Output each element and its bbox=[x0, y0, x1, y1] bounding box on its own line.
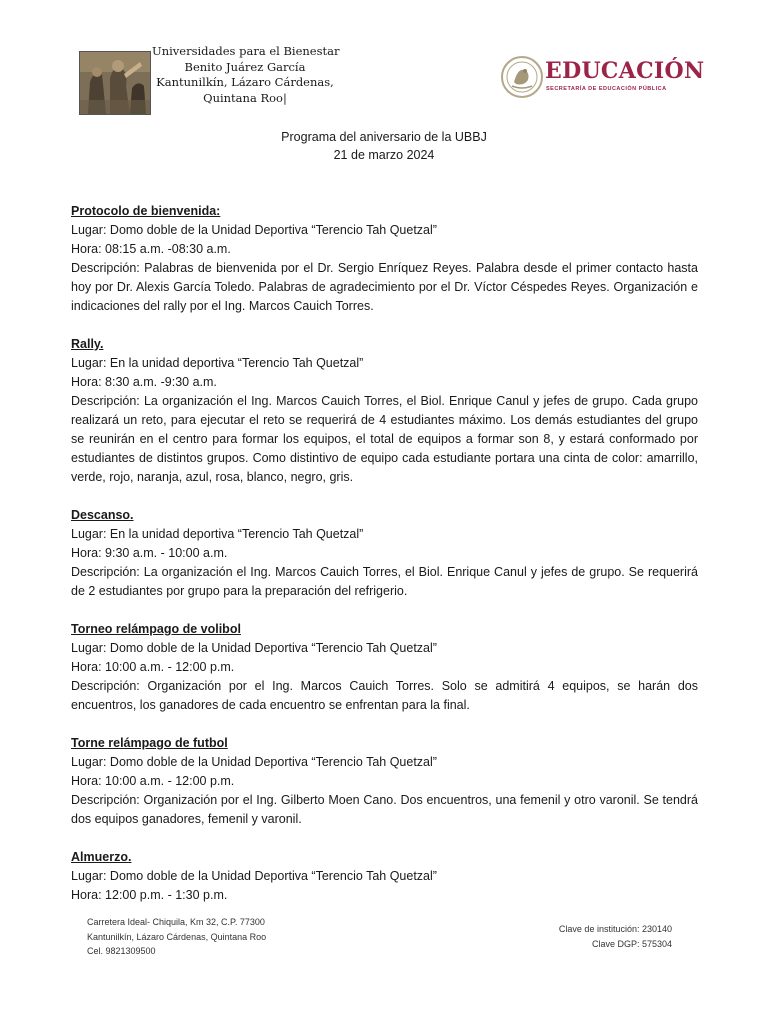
section-volibol bbox=[71, 620, 698, 715]
section-heading: Almuerzo. bbox=[71, 850, 132, 864]
sep-logo bbox=[500, 54, 705, 100]
institution-line: Benito Juárez García bbox=[184, 59, 306, 74]
sep-subtitle: SECRETARÍA DE EDUCACIÓN PÚBLICA bbox=[546, 86, 667, 92]
section-heading: Torne relámpago de futbol bbox=[71, 736, 228, 750]
section-hora: Hora: 10:00 a.m. - 12:00 p.m. bbox=[71, 774, 235, 788]
footer-address-line: Carretera Ideal- Chiquila, Km 32, C.P. 77300 bbox=[87, 917, 265, 927]
section-hora: Hora: 10:00 a.m. - 12:00 p.m. bbox=[71, 660, 235, 674]
document-date: 21 de marzo 2024 bbox=[333, 148, 435, 162]
section-descripcion: Descripción: Organización por el Ing. Marcos Cauich Torres. Solo se admitirá 4 equipos, se harán dos encuentros, los ganadores de cada encuentro se enfrentan para la final. bbox=[71, 679, 698, 712]
section-hora: Hora: 12:00 p.m. - 1:30 p.m. bbox=[71, 888, 228, 902]
footer-address bbox=[87, 915, 266, 959]
institution-line: Kantunilkín, Lázaro Cárdenas, bbox=[156, 75, 334, 89]
sep-title: EDUCACIÓN bbox=[545, 58, 705, 84]
section-lugar: Lugar: Domo doble de la Unidad Deportiva “Terencio Tah Quetzal” bbox=[71, 869, 437, 883]
section-futbol bbox=[71, 734, 698, 829]
section-heading: Rally. bbox=[71, 337, 104, 351]
institution-line: Quintana Roo| bbox=[203, 90, 287, 105]
section-hora: Hora: 08:15 a.m. -08:30 a.m. bbox=[71, 242, 231, 256]
section-lugar: Lugar: Domo doble de la Unidad Deportiva “Terencio Tah Quetzal” bbox=[71, 755, 437, 769]
footer-address-line: Kantunilkín, Lázaro Cárdenas, Quintana Roo bbox=[87, 931, 267, 942]
clave-institucion: Clave de institución: 230140 bbox=[558, 924, 672, 934]
institution-name bbox=[152, 44, 338, 106]
footer-claves bbox=[559, 922, 672, 951]
section-heading: Torneo relámpago de volibol bbox=[71, 622, 241, 636]
section-descanso bbox=[71, 506, 698, 601]
document-title: Programa del aniversario de la UBBJ bbox=[281, 130, 487, 144]
institution-line: Universidades para el Bienestar bbox=[152, 44, 340, 58]
program-content bbox=[71, 202, 698, 924]
section-lugar: Lugar: En la unidad deportiva “Terencio Tah Quetzal” bbox=[71, 356, 364, 370]
section-lugar: Lugar: Domo doble de la Unidad Deportiva “Terencio Tah Quetzal” bbox=[71, 223, 437, 237]
section-descripcion: Descripción: La organización el Ing. Marcos Cauich Torres, el Biol. Enrique Canul y jefes de grupo. Se requerirá de 2 estudiantes por grupo para la preparación del refrigerio. bbox=[71, 565, 698, 598]
university-mural-logo bbox=[79, 51, 151, 115]
section-protocolo bbox=[71, 202, 698, 316]
section-descripcion: Descripción: Palabras de bienvenida por el Dr. Sergio Enríquez Reyes. Palabra desde el primer contacto hasta hoy por Dr. Alexis García Toledo. Palabras de agradecimiento por el Dr. Víctor Céspedes Reyes. Organización e indicaciones del rally por el Ing. Marcos Cauich Torres. bbox=[71, 261, 698, 313]
section-lugar: Lugar: En la unidad deportiva “Terencio Tah Quetzal” bbox=[71, 527, 364, 541]
section-heading: Descanso. bbox=[71, 508, 134, 522]
section-descripcion: Descripción: Organización por el Ing. Gilberto Moen Cano. Dos encuentros, una femenil y otro varonil. Se tendrá dos equipos ganadores, femenil y varonil. bbox=[71, 793, 698, 826]
section-heading: Protocolo de bienvenida: bbox=[71, 204, 221, 218]
clave-dgp: Clave DGP: 575304 bbox=[591, 938, 672, 949]
mexico-seal-icon bbox=[500, 54, 544, 100]
section-descripcion: Descripción: La organización el Ing. Marcos Cauich Torres, el Biol. Enrique Canul y jefes de grupo. Cada grupo realizará un reto, para ejecutar el reto se requerirá de 4 estudiantes máximo. Los demás estudiantes del grupo se reunirán en el centro para formar los equipos, el total de equipos a formar son 8, y estará conformado por estudiantes de distintos grupos. Como distintivo de equipo cada estudiante portara una cinta de color: amarrillo, verde, rojo, naranja, azul, rosa, blanco, negro, gris. bbox=[71, 394, 698, 484]
section-hora: Hora: 8:30 a.m. -9:30 a.m. bbox=[71, 375, 217, 389]
section-hora: Hora: 9:30 a.m. - 10:00 a.m. bbox=[71, 546, 228, 560]
section-almuerzo bbox=[71, 848, 698, 905]
section-lugar: Lugar: Domo doble de la Unidad Deportiva “Terencio Tah Quetzal” bbox=[71, 641, 437, 655]
footer-phone: Cel. 9821309500 bbox=[87, 946, 156, 956]
section-rally bbox=[71, 335, 698, 487]
